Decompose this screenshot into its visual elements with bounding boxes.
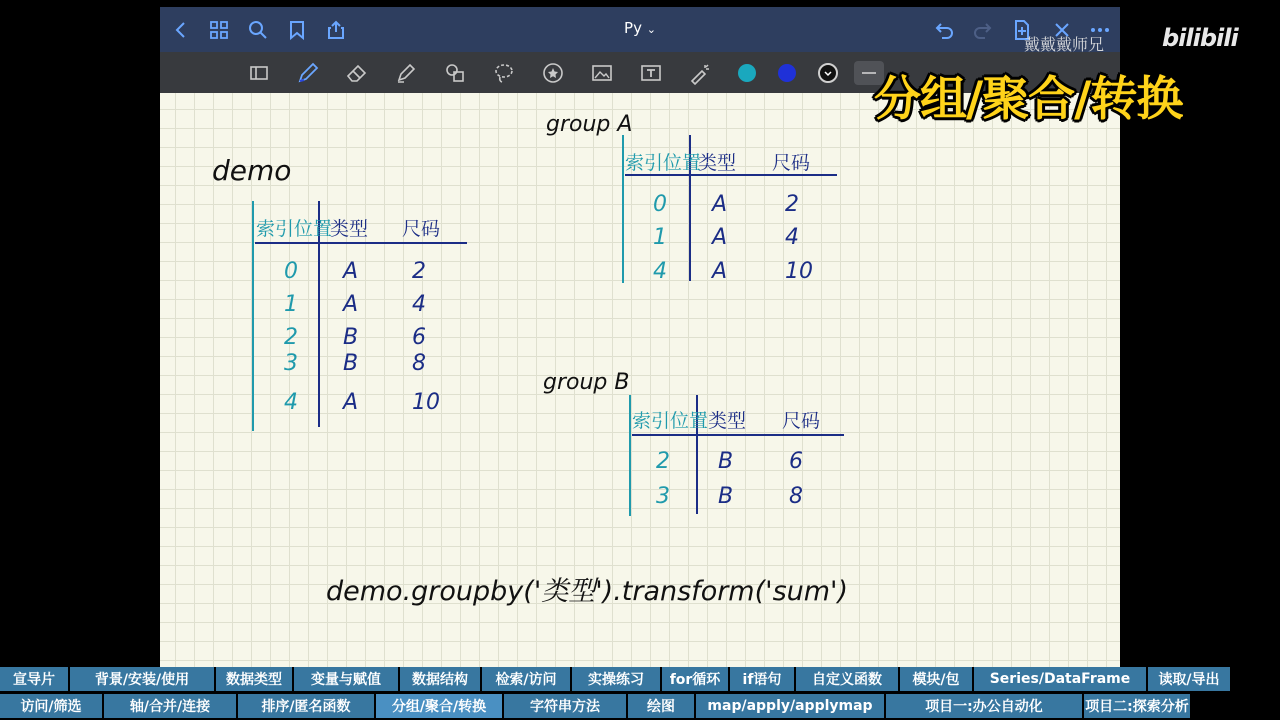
demo-row-3-index: 3 [284, 351, 298, 376]
chapter-button-nav1-1[interactable]: 背景/安装/使用 [70, 667, 214, 691]
chapter-button-nav1-3[interactable]: 变量与赋值 [294, 667, 398, 691]
group-b-rows [656, 449, 803, 509]
chapter-button-nav1-2[interactable]: 数据类型 [216, 667, 292, 691]
code-expression: demo.groupby('类型').transform('sum') [326, 576, 849, 607]
grid-icon[interactable] [208, 19, 230, 41]
group-b-row-0-size: 6 [789, 449, 803, 474]
chapter-button-nav1-6[interactable]: 实操练习 [572, 667, 660, 691]
bilibili-logo: bilibili [1162, 24, 1238, 52]
group-b-header-type: 类型 [708, 410, 747, 432]
demo-row-2-index: 2 [284, 325, 298, 350]
blue-color-swatch[interactable] [778, 64, 796, 82]
group-a-header-index: 索引位置 [625, 152, 702, 174]
search-icon[interactable] [247, 19, 269, 41]
demo-row-0-type: A [343, 259, 359, 284]
eraser-icon[interactable] [344, 60, 370, 86]
chapter-button-nav1-11[interactable]: Series/DataFrame [974, 667, 1146, 691]
handwriting-canvas [160, 93, 1120, 667]
demo-row-3-type: B [343, 351, 359, 376]
share-icon[interactable] [325, 19, 347, 41]
group-a-rows [653, 192, 813, 284]
chapter-button-nav1-0[interactable]: 宣导片 [0, 667, 68, 691]
demo-row-2-type: B [343, 325, 359, 350]
chapter-nav-row-2 [0, 694, 1280, 719]
group-b-row-0-type: B [718, 449, 734, 474]
demo-rows [284, 259, 440, 415]
chapter-button-nav1-9[interactable]: 自定义函数 [796, 667, 898, 691]
text-icon[interactable] [638, 60, 664, 86]
group-a-header-type: 类型 [698, 152, 737, 174]
pen-icon[interactable] [295, 60, 321, 86]
group-a-label: group A [546, 112, 633, 137]
sticker-icon[interactable] [540, 60, 566, 86]
group-b-row-0-index: 2 [656, 449, 670, 474]
teal-color-swatch[interactable] [738, 64, 756, 82]
group-a-row-2-type: A [712, 259, 728, 284]
demo-header-size: 尺码 [402, 218, 441, 240]
demo-label: demo [212, 154, 292, 187]
chapter-button-nav2-0[interactable]: 访问/筛选 [0, 694, 102, 718]
chapter-button-nav1-10[interactable]: 模块/包 [900, 667, 972, 691]
chapter-button-nav1-7[interactable]: for循环 [662, 667, 728, 691]
video-overlay-title: 分组/聚合/转换 [874, 72, 1183, 127]
chapter-button-nav2-6[interactable]: map/apply/applymap [696, 694, 884, 718]
demo-row-1-size: 4 [412, 292, 426, 317]
laser-icon[interactable] [687, 60, 713, 86]
group-a-row-0-index: 0 [653, 192, 667, 217]
chapter-button-nav2-2[interactable]: 排序/匿名函数 [238, 694, 374, 718]
chapter-button-nav1-4[interactable]: 数据结构 [400, 667, 480, 691]
group-a-row-2-size: 10 [785, 259, 813, 284]
channel-watermark: 戴戴戴师兄 [1024, 35, 1105, 54]
group-a-table [623, 135, 837, 284]
chapter-button-nav2-5[interactable]: 绘图 [628, 694, 694, 718]
document-title[interactable] [600, 19, 680, 37]
demo-header-type: 类型 [330, 218, 369, 240]
group-a-row-0-size: 2 [785, 192, 799, 217]
demo-row-4-size: 10 [412, 390, 440, 415]
back-icon[interactable] [170, 19, 192, 41]
demo-row-0-index: 0 [284, 259, 298, 284]
group-b-header-size: 尺码 [782, 410, 821, 432]
shapes-icon[interactable] [442, 60, 468, 86]
chapter-button-nav1-12[interactable]: 读取/导出 [1148, 667, 1230, 691]
group-a-header-size: 尺码 [772, 152, 811, 174]
group-a-row-1-type: A [712, 225, 728, 250]
chapter-nav-row-1 [0, 667, 1280, 692]
chevron-down-icon: ⌄ [646, 23, 656, 36]
chapter-button-nav2-4[interactable]: 字符串方法 [504, 694, 626, 718]
chapter-button-nav2-1[interactable]: 轴/合并/连接 [104, 694, 236, 718]
group-b-row-1-index: 3 [656, 484, 670, 509]
demo-row-3-size: 8 [412, 351, 426, 376]
sidebar-icon[interactable] [246, 60, 272, 86]
title-bar [160, 7, 1120, 52]
chapter-button-nav2-7[interactable]: 项目一:办公自动化 [886, 694, 1082, 718]
demo-row-1-index: 1 [284, 292, 298, 317]
document-title-text: Py [624, 19, 642, 37]
demo-row-1-type: A [343, 292, 359, 317]
group-a-row-2-index: 4 [653, 259, 667, 284]
demo-row-2-size: 6 [412, 325, 426, 350]
chapter-button-nav2-3[interactable]: 分组/聚合/转换 [376, 694, 502, 718]
group-a-row-1-size: 4 [785, 225, 799, 250]
note-page[interactable] [160, 93, 1120, 667]
bookmark-icon[interactable] [286, 19, 308, 41]
chapter-button-nav1-5[interactable]: 检索/访问 [482, 667, 570, 691]
demo-row-4-type: A [343, 390, 359, 415]
group-b-row-1-type: B [718, 484, 734, 509]
chapter-button-nav2-8[interactable]: 项目二:探索分析 [1084, 694, 1190, 718]
group-a-row-0-type: A [712, 192, 728, 217]
demo-row-4-index: 4 [284, 390, 298, 415]
demo-table [253, 201, 467, 431]
group-b-header-index: 索引位置 [632, 410, 709, 432]
highlighter-icon[interactable] [393, 60, 419, 86]
group-a-row-1-index: 1 [653, 225, 667, 250]
group-b-label: group B [543, 370, 630, 395]
chevron-down-icon [820, 65, 836, 81]
chapter-button-nav1-8[interactable]: if语句 [730, 667, 794, 691]
demo-row-0-size: 2 [412, 259, 426, 284]
lasso-icon[interactable] [491, 60, 517, 86]
group-b-table [630, 395, 844, 516]
black-color-swatch[interactable] [818, 63, 838, 83]
group-b-row-1-size: 8 [789, 484, 803, 509]
image-icon[interactable] [589, 60, 615, 86]
demo-header-index: 索引位置 [256, 218, 333, 240]
redo-icon[interactable] [972, 19, 994, 41]
undo-icon[interactable] [933, 19, 955, 41]
